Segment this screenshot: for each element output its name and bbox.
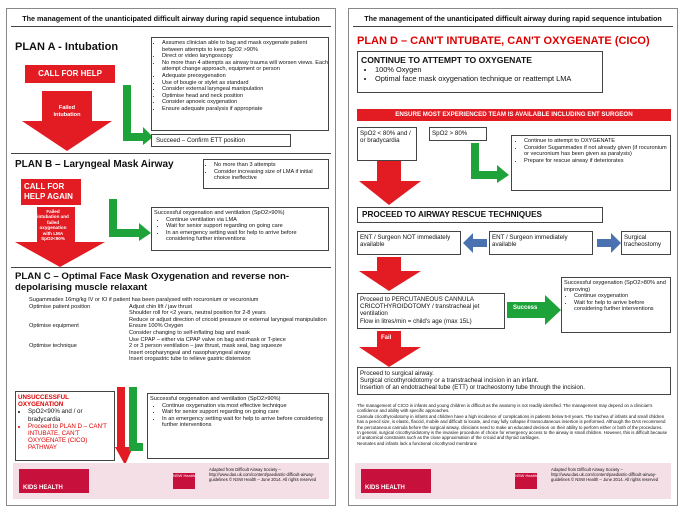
spo2-low-box: SpO2 < 80% and / or bradycardia: [357, 127, 417, 161]
succeed-arrow: [121, 85, 153, 145]
plan-c-success-box: [147, 393, 329, 459]
surgical-trach-box: Surgical tracheostomy: [621, 231, 671, 255]
kids-health-logo: KIDS HEALTH: [361, 469, 431, 493]
ent-banner: ENSURE MOST EXPERIENCED TEAM IS AVAILABLE INCLUDING ENT SURGEON: [357, 109, 671, 121]
plan-b-success-box: [151, 207, 329, 251]
low-spo2-arrow: [359, 161, 429, 205]
failed-intubation-label: Failed intubation: [53, 105, 81, 118]
left-arrow: [463, 233, 487, 253]
kids-health-logo: KIDS HEALTH: [19, 469, 89, 493]
plan-c-row-label: Optimise technique: [29, 343, 77, 350]
plan-b-bullet: • Consider increasing size of LMA if initial choice ineffective: [214, 169, 328, 182]
plan-c-rows: [15, 297, 329, 363]
succeed-box: Succeed – Confirm ETT position: [151, 134, 291, 147]
plan-c-row-text: 2 or 3 person ventilation – jaw thrust, mask seal, bag squeeze Insert oropharyngeal and nasopharyngeal airway Insert orogastric tube to relieve gastric distension: [129, 343, 283, 363]
left-title: The management of the unanticipated difficult airway during rapid sequence intubation: [11, 12, 331, 27]
high-spo2-bullet: • Prepare for rescue airway if deteriorates: [524, 158, 668, 165]
plan-c-arrows: [115, 387, 143, 465]
plan-a-bullet: • No more than 4 attempts as airway trauma will worsen views. Each attempt change approach, equipment or person: [162, 60, 328, 73]
left-footer: [13, 463, 329, 499]
plan-c-heading: PLAN C – Optimal Face Mask Oxygenation and reverse non-depolarising muscle relaxant: [15, 271, 290, 293]
plan-b-success-bullet: • In an emergency setting wait for help to arrive before considering further interventions: [166, 230, 326, 243]
success-title: Successful oxygenation (SpO2>80% and improving): [564, 280, 666, 293]
plan-b-success-title: Successful oxygenation and ventilation (SpO2>90%): [154, 210, 285, 216]
continue-bullet: • Optimal face mask oxygenation technique or reattempt LMA: [375, 74, 599, 83]
plan-c-row-label: Optimise equipment: [29, 323, 79, 330]
rescue-box: PROCEED TO AIRWAY RESCUE TECHNIQUES: [357, 207, 603, 223]
plan-a-bullet: • Adequate preoxygenation: [162, 73, 328, 80]
cannula-box: Proceed to PERCUTANEOUS CANNULA CRICOTHYROIDOTOMY / transtracheal jet ventilation Flow in litres/min = child's age (max 15L): [357, 293, 505, 329]
call-for-help-again: CALL FOR HELP AGAIN: [21, 179, 81, 205]
plan-c-row-label: Sugammadex 16mg/kg IV or IO if patient has been paralysed with rocuronium or vecuronium: [29, 297, 259, 303]
plan-a-bullet: • Assumes clinician able to bag and mask oxygenate patient between attempts to keep SpO2 >90%: [162, 40, 328, 53]
plan-a-box: [151, 37, 329, 131]
nsw-health-logo: NSW Health: [515, 473, 537, 489]
right-footer: [355, 463, 671, 499]
plan-a-bullet: • Consider external laryngeal manipulation: [162, 86, 328, 93]
success-bullet: • Continue oxygenation: [574, 293, 668, 300]
unsuccessful-bullet: • Proceed to PLAN D – CAN'T INTUBATE, CAN'T OXYGENATE (CICO) PATHWAY: [28, 423, 112, 452]
plan-a-bullet: • Consider apnoeic oxygenation: [162, 99, 328, 106]
plan-c-success-bullet: • Continue oxygenation via most effective technique: [162, 403, 326, 410]
down-arrow: [359, 257, 429, 291]
plan-a-heading: PLAN A - Intubation: [15, 41, 119, 53]
plan-a-bullet: • Optimise head and neck position: [162, 93, 328, 100]
unsuccessful-box: [15, 391, 115, 461]
divider: [11, 267, 331, 268]
plan-c-row: [15, 343, 329, 363]
spo2-high-box: SpO2 > 80%: [429, 127, 487, 141]
plan-a-bullet: • Use of bougie or stylet as standard: [162, 80, 328, 87]
plan-b-success-bullet: • Wait for senior support regarding on going care: [166, 223, 326, 230]
continue-box: [357, 51, 603, 93]
right-title: The management of the unanticipated difficult airway during rapid sequence intubation: [353, 12, 673, 27]
footer-reference: Adapted from Difficult Airway Society – http://www.das.uk.com/content/paediatric-difficult-airway-guidelines © NSW Health – June 2014. All rights reserved: [209, 467, 317, 483]
plan-c-success-bullet: • In an emergency setting wait for help to arrive before considering further interventions: [162, 416, 326, 429]
plan-c-success-bullet: • Wait for senior support regarding on going care: [162, 409, 326, 416]
fail-arrow: [359, 331, 429, 367]
high-spo2-box: [511, 135, 671, 191]
notes: The management of CICO in infants and young children is difficult as the anatomy is not readily identified. The management may depend on a clinician's confidence and ability with specific approaches. Cannula cricothyroidotomy in infants and children have a high incidence of complications in patients below 5-8 years. The trachea of infants and small children has a pencil size, is elastic, flaccid, mobile and difficult to locate, and may fully collapse if transcutaneous insertion is performed. Although the DAS recommend the percutaneous cannula before the surgical airway, clinicians need to make an educated decision on their ability to perform either or both of the procedures. In general, surgical cricothyroidotomy is the invasive procedure of choice for emergency access to the airway in small children. However, this is difficult because of anatomical constraints such as the close approximation of the cricoid and thyroid cartilages. Neonates and infants lack a functional cricothyroid membrane: [357, 403, 668, 446]
continue-bullet: • 100% Oxygen: [375, 65, 599, 74]
high-spo2-bullet: • Continue to attempt to OXYGENATE: [524, 138, 668, 145]
plan-c-row: [15, 323, 329, 343]
failed-intubation-arrow: [17, 91, 117, 151]
fail-label: Fail: [381, 335, 392, 341]
success-bullet: • Wait for help to arrive before considering further interventions: [574, 300, 668, 313]
plan-a-bullet: • Ensure adequate paralysis if appropriate: [162, 106, 328, 113]
surgical-airway-box: Proceed to surgical airway. Surgical cricothyroidotomy or a transtracheal incision in an infant. Insertion of an endotracheal tube (ETT) or tracheostomy tube through the incision.: [357, 367, 671, 395]
lma-success-arrow: [107, 199, 151, 241]
plan-c-row-label: Optimise patient position: [29, 303, 91, 310]
high-spo2-bullet: • Consider Sugammadex if not already given (if rocuronium or vecuronium has been given as paralysis): [524, 145, 668, 158]
plan-c-row: [15, 304, 329, 324]
plan-d-heading: PLAN D – CAN'T INTUBATE, CAN'T OXYGENATE (CICO): [357, 35, 650, 47]
nsw-health-logo: NSW Health: [173, 473, 195, 489]
plan-a-bullet: • Direct or video laryngoscopy: [162, 53, 328, 60]
success-label: Success: [513, 305, 538, 311]
plan-b-box: [203, 159, 329, 189]
plan-b-success-bullet: • Continue ventilation via LMA: [166, 217, 326, 224]
plan-b-bullet: • No more than 3 attempts: [214, 162, 328, 169]
high-spo2-arrow: [469, 143, 509, 183]
call-for-help: CALL FOR HELP: [25, 65, 115, 83]
right-page: [348, 8, 678, 506]
plan-c-success-title: Successful oxygenation and ventilation (SpO2>90%): [150, 396, 281, 402]
unsuccessful-title: UNSUCCESSFUL OXYGENATION: [18, 394, 69, 409]
plan-c-row: [15, 297, 329, 304]
unsuccessful-bullet: • SpO2<90% and / or bradycardia: [28, 408, 112, 422]
ent-yes-box: ENT / Surgeon immediately available: [489, 231, 593, 255]
plan-c-row-text: Ensure 100% Oxygen Consider changing to self-inflating bag and mask Use CPAP – either via CPAP valve on bag and mask or T-piece: [129, 323, 286, 343]
plan-c-row-text: Adjust chin lift / jaw thrust Shoulder roll for <2 years, neutral position for 2-8 years Reduce or adjust direction of cricoid pressure or external laryngeal manipulation: [129, 303, 327, 323]
left-page: [6, 8, 336, 506]
failed-lma-label: Failed intubation and failed oxygenation with LMA SpO2<90%: [37, 209, 69, 242]
divider: [11, 153, 331, 154]
footer-reference: Adapted from Difficult Airway Society – http://www.das.uk.com/content/paediatric-difficult-airway-guidelines © NSW Health – June 2014. All rights reserved: [551, 467, 659, 483]
continue-title: CONTINUE TO ATTEMPT TO OXYGENATE: [361, 55, 532, 65]
success-box: [561, 277, 671, 333]
right-arrow: [597, 233, 621, 253]
ent-not-box: ENT / Surgeon NOT immediately available: [357, 231, 461, 255]
plan-b-heading: PLAN B – Laryngeal Mask Airway: [15, 159, 174, 170]
